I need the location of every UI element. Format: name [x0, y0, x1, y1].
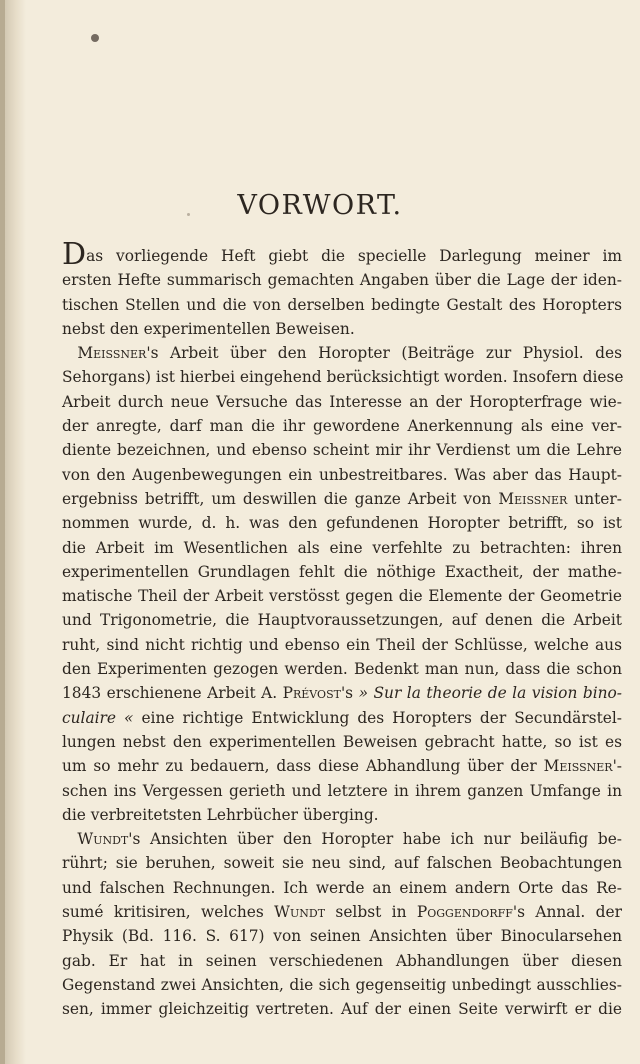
- text-line: culaire « eine richtige Entwicklung des Horopters der Secundärstel-: [62, 708, 622, 727]
- text-line: Sehorgans) ist hierbei eingehend berücksichtigt worden. Insofern diese: [62, 368, 624, 387]
- text-line: von den Augenbewegungen ein unbestreitbares. Was aber das Haupt-: [62, 465, 622, 484]
- page-title: VORWORT.: [237, 190, 403, 221]
- text-line: der anregte, darf man die ihr gewordene Anerkennung als eine ver-: [62, 417, 622, 436]
- ink-spot: [91, 34, 99, 42]
- text-line: Das vorliegende Heft giebt die specielle Darlegung meiner im: [62, 237, 622, 272]
- author-name-meissner: Meissner: [77, 344, 147, 363]
- text-line: den Experimenten gezogen werden. Bedenkt man nun, dass die schon: [62, 660, 622, 679]
- body-text: [62, 237, 624, 1022]
- text-line: nommen wurde, d. h. was den gefundenen Horopter betrifft, so ist: [62, 514, 622, 533]
- text-line: rührt; sie beruhen, soweit sie neu sind, auf falschen Beobachtungen: [62, 854, 622, 873]
- text-line: matische Theil der Arbeit verstösst gegen die Elemente der Geometrie: [62, 587, 622, 606]
- text-line: um so mehr zu bedauern, dass diese Abhandlung über der Meissner'-: [62, 757, 622, 776]
- text-line: Gegenstand zwei Ansichten, die sich gegenseitig unbedingt ausschlies-: [62, 975, 622, 994]
- text-line: schen ins Vergessen gerieth und letztere in ihrem ganzen Umfange in: [62, 781, 622, 800]
- text-line: gab. Er hat in seinen verschiedenen Abhandlungen über diesen: [62, 951, 622, 970]
- cited-work-title: » Sur la theorie de la vision bino-: [358, 684, 622, 703]
- text-line: tischen Stellen und die von derselben bedingte Gestalt des Horopters: [62, 295, 622, 314]
- text-line: diente bezeichnen, und ebenso scheint mir ihr Verdienst um die Lehre: [62, 441, 622, 460]
- text-line: ergebniss betrifft, um deswillen die ganze Arbeit von Meissner unter-: [62, 489, 622, 508]
- text-line: und Trigonometrie, die Hauptvoraussetzungen, auf denen die Arbeit: [62, 611, 622, 630]
- text-line: und falschen Rechnungen. Ich werde an einem andern Orte das Re-: [62, 878, 622, 897]
- author-name-poggendorff: Poggendorff: [416, 903, 513, 922]
- author-name-meissner: Meissner: [543, 757, 613, 776]
- text-line: experimentellen Grundlagen fehlt die nöthige Exactheit, der mathe-: [62, 562, 622, 581]
- text-line: Meissner's Arbeit über den Horopter (Beiträge zur Physiol. des: [77, 344, 622, 363]
- author-name-meissner: Meissner: [498, 489, 568, 508]
- cited-work-title-end: culaire «: [62, 708, 134, 727]
- text-line: sen, immer gleichzeitig vertreten. Auf der einen Seite verwirft er die: [62, 1000, 622, 1019]
- author-name-wundt: Wundt: [77, 830, 129, 849]
- author-name-prevost: Prévost: [282, 684, 341, 703]
- text-line: Wundt's Ansichten über den Horopter habe ich nur beiläufig be-: [77, 830, 622, 849]
- text-line: ruht, sind nicht richtig und ebenso ein Theil der Schlüsse, welche aus: [62, 635, 622, 654]
- text-line: Arbeit durch neue Versuche das Interesse an der Horopterfrage wie-: [62, 392, 622, 411]
- text-line: nebst den experimentellen Beweisen.: [62, 319, 355, 338]
- text-line: die Arbeit im Wesentlichen als eine verfehlte zu betrachten: ihren: [62, 538, 622, 557]
- text-line: die verbreitetsten Lehrbücher überging.: [62, 805, 379, 824]
- drop-cap: D: [62, 237, 87, 272]
- text-line: lungen nebst den experimentellen Beweisen gebracht hatte, so ist es: [62, 732, 622, 751]
- author-name-wundt: Wundt: [274, 903, 326, 922]
- text-line: sumé kritisiren, welches Wundt selbst in Poggendorff's Annal. der: [62, 903, 622, 922]
- text-line: Physik (Bd. 116. S. 617) von seinen Ansichten über Binocularsehen: [62, 927, 622, 946]
- text-line: ersten Hefte summarisch gemachten Angaben über die Lage der iden-: [62, 271, 622, 290]
- text-line: 1843 erschienene Arbeit A. Prévost's » Sur la theorie de la vision bino-: [62, 684, 622, 703]
- page-edge-shadow: [0, 0, 26, 1064]
